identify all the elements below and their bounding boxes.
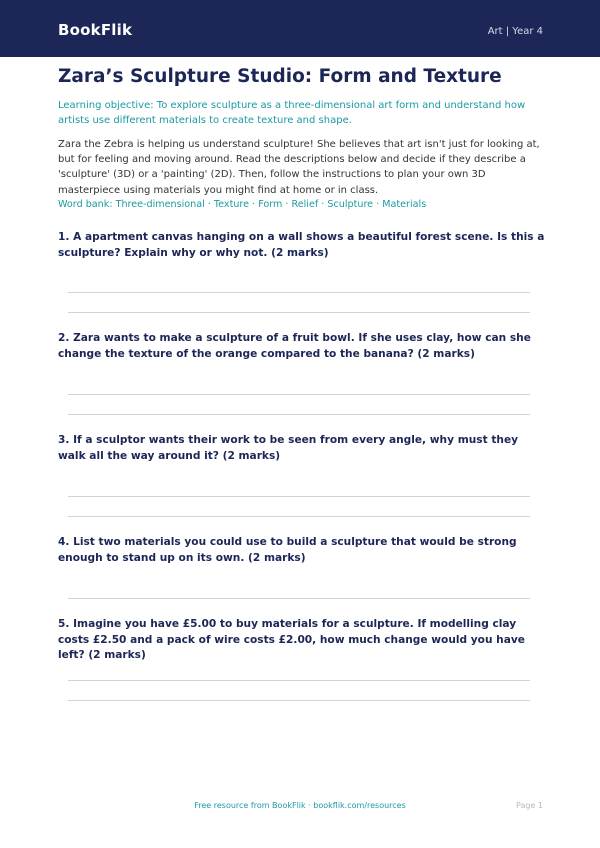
question-text: 2. Zara wants to make a sculpture of a fruit bowl. If she uses clay, how can she change the texture of the orange compared to the banana? (2 marks) <box>58 332 531 360</box>
page-title: Zara’s Sculpture Studio: Form and Texture <box>58 66 502 87</box>
page-footer <box>0 801 600 815</box>
question-3 <box>58 433 546 464</box>
answer-line[interactable] <box>68 414 530 415</box>
intro-paragraph: Zara the Zebra is helping us understand sculpture! She believes that art isn't just for looking at, but for feeling and moving around. Read the descriptions below and decide if they describe a 'sculpture' (3D) or a 'painting' (2D). Then, follow the instructions to plan your own 3D masterpiece using materials you might find at home or in class. <box>58 139 540 196</box>
word-bank: Word bank: Three-dimensional · Texture · Form · Relief · Sculpture · Materials <box>58 199 427 210</box>
footer-link[interactable]: Free resource from BookFlik · bookflik.com/resources <box>194 801 406 810</box>
answer-line[interactable] <box>68 496 530 497</box>
question-5 <box>58 617 546 664</box>
brand-logo: BookFlik <box>58 21 133 39</box>
question-text: 5. Imagine you have £5.00 to buy materials for a sculpture. If modelling clay costs £2.50 and a pack of wire costs £2.00, how much change would you have left? (2 marks) <box>58 618 525 661</box>
question-text: 3. If a sculptor wants their work to be seen from every angle, why must they walk all the way around it? (2 marks) <box>58 434 519 462</box>
answer-line[interactable] <box>68 292 530 293</box>
question-2 <box>58 331 546 362</box>
answer-line[interactable] <box>68 312 530 313</box>
question-4 <box>58 535 546 566</box>
subject-year-label: Art | Year 4 <box>487 26 543 37</box>
answer-line[interactable] <box>68 394 530 395</box>
answer-line[interactable] <box>68 516 530 517</box>
page-header <box>0 0 600 57</box>
question-1 <box>58 230 546 261</box>
learning-objective: Learning objective: To explore sculpture as a three-dimensional art form and understand how artists use different materials to create texture and shape. <box>58 100 526 126</box>
page-number: Page 1 <box>516 801 543 810</box>
answer-line[interactable] <box>68 598 530 599</box>
answer-line[interactable] <box>68 680 530 681</box>
answer-line[interactable] <box>68 700 530 701</box>
question-text: 1. A apartment canvas hanging on a wall shows a beautiful forest scene. Is this a sculpture? Explain why or why not. (2 marks) <box>58 231 545 259</box>
question-text: 4. List two materials you could use to build a sculpture that would be strong enough to stand up on its own. (2 marks) <box>58 536 517 564</box>
